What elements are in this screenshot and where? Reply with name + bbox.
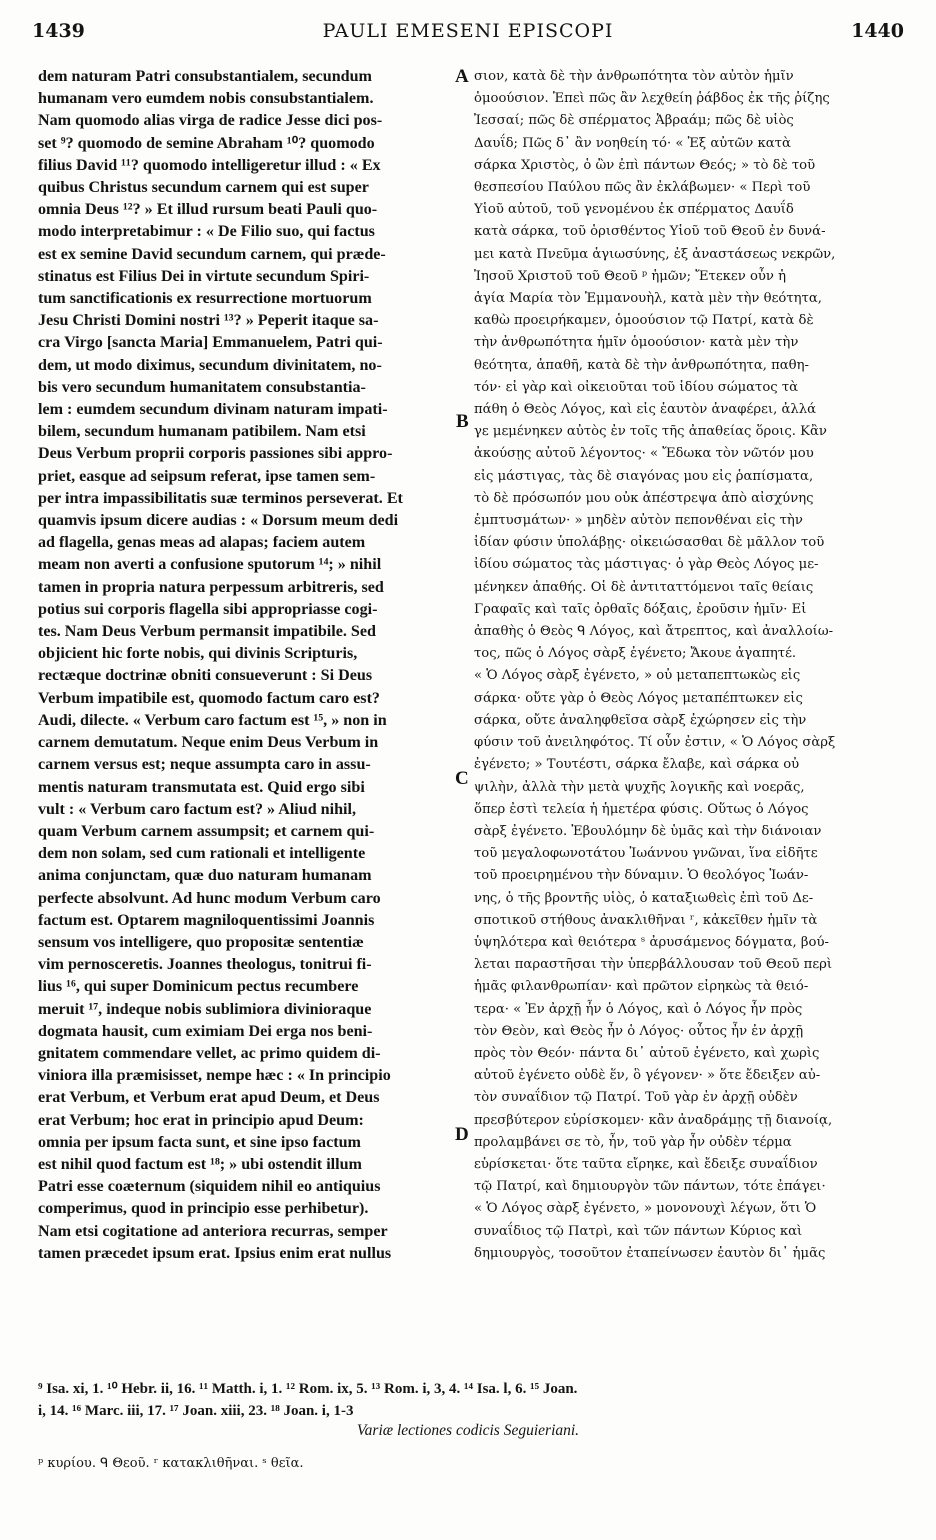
latin-text-line: factum est. Optarem magniloquentissimi Joannis xyxy=(38,911,375,929)
latin-text-line: perfecte absolvunt. Ad hunc modum Verbum caro xyxy=(38,889,381,907)
latin-text-line: erat Verbum; hoc erat in principio apud Deum: xyxy=(38,1111,364,1129)
latin-text-line: quibus Christus secundum carnem qui est super xyxy=(38,179,369,197)
latin-text-line: tes. Nam Deus Verbum permansit impatibile. Sed xyxy=(38,623,376,641)
section-marker-a: A xyxy=(455,66,469,87)
section-marker-c: C xyxy=(455,768,469,789)
latin-text-line: dem naturam Patri consubstantialem, secundum xyxy=(38,68,372,85)
greek-text-line: ἰδίαν φύσιν ὑπολάβῃς· οἰκειώσασθαι δὲ μᾶλλον τοῦ xyxy=(474,535,825,551)
latin-text-line: anima conjunctam, quæ duo naturam humanam xyxy=(38,867,372,885)
latin-text-line: quamvis ipsum dicere audias : « Dorsum meum dedi xyxy=(38,512,399,530)
latin-text-line: mentis naturam transmutata est. Quid ergo sibi xyxy=(38,778,365,796)
latin-text-line: set ⁹? quomodo de semine Abraham ¹⁰? quomodo xyxy=(38,134,375,152)
latin-text-line: meruit ¹⁷, indeque nobis sublimiora divinioraque xyxy=(38,1000,372,1018)
latin-text-line: est nihil quod factum est ¹⁸; » ubi ostendit illum xyxy=(38,1155,362,1173)
greek-text-line: πρεσβύτερον εὑρίσκομεν· κἂν ἀναδράμῃς τῇ διανοίᾳ, xyxy=(474,1112,833,1128)
greek-text-line: σιον, κατὰ δὲ τὴν ἀνθρωπότητα τὸν αὐτὸν ἡμῖν xyxy=(474,69,794,84)
greek-text-line: νης, ὁ τῆς βροντῆς υἱὸς, ὁ καταξιωθεὶς ἐπὶ τοῦ Δε- xyxy=(474,890,814,906)
footnote-line: ⁹ Isa. xi, 1. ¹⁰ Hebr. ii, 16. ¹¹ Matth. i, 1. ¹² Rom. ix, 5. ¹³ Rom. i, 3, 4. ¹⁴ Isa. l, 6. ¹⁵ Joan. xyxy=(38,1381,578,1397)
greek-text-line: Ἰησοῦ Χριστοῦ τοῦ Θεοῦ ᵖ ἡμῶν; Ἔτεκεν οὖν ἡ xyxy=(474,268,787,284)
right-page-number: 1440 xyxy=(851,20,904,42)
greek-text-line: « Ὁ Λόγος σὰρξ ἐγένετο, » μονονουχὶ λέγων, ὅτι Ὁ xyxy=(474,1201,817,1217)
greek-text-line: σὰρξ ἐγένετο. Ἐβουλόμην δὲ ὑμᾶς καὶ τὴν διάνοιαν xyxy=(474,823,822,839)
greek-text-line: τόν· εἰ γὰρ καὶ οἰκειοῦται τοῦ ἰδίου σώματος τὰ xyxy=(474,379,799,395)
latin-text-line: tamen præcedet ipsum erat. Ipsius enim erat nullus xyxy=(38,1244,392,1262)
greek-text-line: εὑρίσκεται· ὅτε ταῦτα εἴρηκε, καὶ ἔδειξε συναΐδιον xyxy=(474,1156,818,1172)
latin-text-line: quam Verbum carnem assumpsit; et carnem qui- xyxy=(38,822,375,840)
greek-text-line: σάρκα· οὔτε γὰρ ὁ Θεὸς Λόγος μεταπέπτωκεν εἰς xyxy=(474,690,803,706)
latin-text-line: omnia Deus ¹²? » Et illud rursum beati Pauli quo- xyxy=(38,201,378,219)
latin-text-line: objicient hic forte nobis, qui divinis Scripturis, xyxy=(38,645,358,663)
latin-text-line: ad flagella, genas meas ad alapas; faciem autem xyxy=(38,534,366,552)
greek-text-line: ψιλὴν, ἀλλὰ τὴν μετὰ ψυχῆς λογικῆς καὶ νοερᾶς, xyxy=(474,779,805,795)
latin-text-line: tamen in propria natura perpessum arbitreris, sed xyxy=(38,578,384,596)
footnote-line: i, 14. ¹⁶ Marc. iii, 17. ¹⁷ Joan. xiii, 23. ¹⁸ Joan. i, 1-3 xyxy=(38,1403,354,1419)
latin-text-line: bis vero secundum humanitatem consubstantia- xyxy=(38,378,366,396)
greek-text-line: λεται παραστῆσαι τὴν ὑπερβάλλουσαν τοῦ Θεοῦ περὶ xyxy=(474,957,833,973)
greek-text-line: ἐγένετο; » Τουτέστι, σάρκα ἔλαβε, καὶ σάρκα οὐ xyxy=(474,757,800,773)
greek-text-line: ἀπαθὴς ὁ Θεὸς ᑫ Λόγος, καὶ ἄτρεπτος, καὶ ἀναλλοίω- xyxy=(474,624,834,640)
greek-text-line: « Ὁ Λόγος σὰρξ ἐγένετο, » οὐ μεταπεπτωκὼς εἰς xyxy=(474,668,801,684)
latin-text-line: dem, ut modo diximus, secundum divinitatem, no- xyxy=(38,356,382,374)
latin-text-line: comperimus, quod in principio esse perhibetur). xyxy=(38,1200,369,1218)
greek-text-line: Δαυΐδ; Πῶς δ᾽ ἂν νοηθείη τό· « Ἐξ αὐτῶν κατὰ xyxy=(474,135,791,151)
variae-lectiones-title: Variæ lectiones codicis Seguieriani. xyxy=(356,1422,580,1439)
greek-text-line: πρὸς τὸν Θεόν· πάντα δι᾽ αὐτοῦ ἐγένετο, καὶ χωρὶς xyxy=(474,1045,820,1061)
latin-text-line: viniora illa præmisisset, nempe hæc : « In principio xyxy=(38,1067,391,1085)
latin-text-line: potius sui corporis flagella sibi appropriasse cogi- xyxy=(38,600,378,618)
greek-text-line: σάρκα Χριστὸς, ὁ ὢν ἐπὶ πάντων Θεός; » τὸ δὲ τοῦ xyxy=(474,157,816,173)
latin-text-line: sensum vos intelligere, quo propositæ sententiæ xyxy=(38,933,364,951)
greek-text-line: Υἱοῦ αὐτοῦ, τοῦ γενομένου ἐκ σπέρματος Δαυΐδ xyxy=(474,202,794,218)
latin-text-line: lem : eumdem secundum divinam naturam impati- xyxy=(38,401,388,419)
latin-text-line: filius David ¹¹? quomodo intelligeretur illud : « Ex xyxy=(38,156,381,174)
greek-text-line: ἡμᾶς φιλανθρωπίαν· καὶ πρῶτον εἰρηκὼς τὰ θειό- xyxy=(474,979,809,995)
greek-text-line: μένηκεν ἀπαθής. Οἱ δὲ ἀντιταττόμενοι ταῖς θείαις xyxy=(474,579,814,595)
latin-text-line: gnitatem commendare vellet, ac primo quidem di- xyxy=(38,1044,381,1062)
latin-text-line: dogmata hausit, cum eximiam Dei erga nos beni- xyxy=(38,1022,373,1040)
greek-text-line: τερα· « Ἐν ἀρχῇ ἦν ὁ Λόγος, καὶ ὁ Λόγος ἦν πρὸς xyxy=(474,1001,803,1017)
greek-text-line: ἰδίου σώματος τὰς μάστιγας· ὁ γὰρ Θεὸς Λόγος με- xyxy=(474,557,819,573)
greek-text-line: ἐμπτυσμάτων· » μηδὲν αὐτὸν πεπονθέναι εἰς τὴν xyxy=(474,513,803,529)
latin-text-line: est ex semine David secundum carnem, qui præde- xyxy=(38,245,386,263)
latin-text-line: priet, easque ad seipsum referat, ipse tamen sem- xyxy=(38,467,376,485)
greek-text-line: τος, πῶς ὁ Λόγος σὰρξ ἐγένετο; Ἄκουε ἀγαπητέ. xyxy=(474,646,797,662)
greek-text-line: τοῦ μεγαλοφωνοτάτου Ἰωάννου γνῶναι, ἵνα εἰδῆτε xyxy=(474,846,818,862)
latin-text-line: meam non averti a confusione sputorum ¹⁴; » nihil xyxy=(38,556,382,574)
latin-text-line: cra Virgo [sancta Maria] Emmanuelem, Patri qui- xyxy=(38,334,383,352)
latin-text-line: tum sanctificationis ex resurrectione mortuorum xyxy=(38,290,372,308)
greek-text-line: εἰς μάστιγας, τὰς δὲ σιαγόνας μου εἰς ῥαπίσματα, xyxy=(474,468,814,484)
latin-text-line: Deus Verbum proprii corporis passiones sibi appro- xyxy=(38,445,393,463)
greek-text-line: συναΐδιος τῷ Πατρὶ, καὶ τῶν πάντων Κύριος καὶ xyxy=(474,1223,803,1239)
greek-text-line: κατὰ σάρκα, τοῦ ὁρισθέντος Υἱοῦ τοῦ Θεοῦ ἐν δυνά- xyxy=(474,224,826,240)
latin-text-line: lius ¹⁶, qui super Dominicum pectus recumbere xyxy=(38,978,359,996)
section-marker-b: B xyxy=(456,411,469,432)
greek-text-line: τὴν ἀνθρωπότητα ἡμῖν ὁμοούσιον· κατὰ μὲν τὴν xyxy=(474,335,799,351)
latin-text-line: humanam vero eumdem nobis consubstantialem. xyxy=(38,90,374,108)
latin-text-line: carnem demutatum. Neque enim Deus Verbum in xyxy=(38,734,379,752)
greek-text-line: τοῦ προειρημένου τὴν δύναμιν. Ὁ θεολόγος Ἰωάν- xyxy=(474,868,809,884)
greek-text-line: τὸν Θεὸν, καὶ Θεὸς ἦν ὁ Λόγος· οὗτος ἦν ἐν ἀρχῇ xyxy=(474,1023,804,1039)
latin-text-line: Patri esse coæternum (siquidem nihil eo antiquius xyxy=(38,1178,381,1196)
latin-text-line: Audi, dilecte. « Verbum caro factum est ¹⁵, » non in xyxy=(38,711,387,729)
greek-text-line: ὁμοούσιον. Ἐπεὶ πῶς ἂν λεχθείη ῥάβδος ἐκ τῆς ῥίζης xyxy=(474,91,830,107)
greek-text-line: τὸ δὲ πρόσωπόν μου οὐκ ἀπέστρεψα ἀπὸ αἰσχύνης xyxy=(474,490,814,506)
latin-text-line: erat Verbum, et Verbum erat apud Deum, et Deus xyxy=(38,1089,380,1107)
latin-text-line: dem non solam, sed cum rationali et intelligente xyxy=(38,845,366,863)
running-header xyxy=(30,12,906,46)
greek-text-line: σάρκα, οὔτε ἀναληφθεῖσα σὰρξ ἐχώρησεν εἰς τὴν xyxy=(474,712,807,728)
greek-text-line: καθὼ προειρήκαμεν, ὁμοούσιον τῷ Πατρί, κατὰ δὲ xyxy=(474,313,814,329)
greek-text-line: ὅπερ ἐστὶ τελεία ἡ ἡμετέρα φύσις. Οὕτως ὁ Λόγος xyxy=(474,801,809,817)
left-page-number: 1439 xyxy=(32,20,85,42)
greek-text-line: Γραφαῖς καὶ ταῖς ὀρθαῖς δόξαις, ἐροῦσιν ἡμῖν· Εἰ xyxy=(474,601,807,617)
greek-text-line: Ἰεσσαί; πῶς δὲ σπέρματος Ἀβραάμ; πῶς δὲ υἱὸς xyxy=(474,113,794,129)
latin-text-line: omnia per ipsum facta sunt, et sine ipso factum xyxy=(38,1133,361,1151)
latin-text-line: stinatus est Filius Dei in virtute secundum Spiri- xyxy=(38,267,370,285)
greek-text-line: ἀκούσῃς αὐτοῦ λέγοντος· « Ἔδωκα τὸν νῶτόν μου xyxy=(474,446,814,462)
greek-text-line: σποτικοῦ στήθους ἀνακλιθῆναι ʳ, κἀκεῖθεν ἡμῖν τὰ xyxy=(474,912,818,928)
latin-text-line: vim pernosceretis. Joannes theologus, tonitrui fi- xyxy=(38,956,372,974)
greek-text-line: δημιουργὸς, τοσοῦτον ἐταπείνωσεν ἑαυτὸν δι᾽ ἡμᾶς xyxy=(474,1245,826,1261)
latin-text-line: Verbum impatibile est, quomodo factum caro est? xyxy=(38,689,380,707)
latin-text-line: vult : « Verbum caro factum est? » Aliud nihil, xyxy=(38,800,357,818)
latin-column xyxy=(38,66,462,1265)
greek-text-line: φύσιν τοῦ ἀνειληφότος. Τί οὖν ἐστιν, « Ὁ Λόγος σὰρξ xyxy=(474,735,836,751)
greek-text-line: προλαμβάνει σε τὸ, ἦν, τοῦ γὰρ ἦν οὐδὲν τέρμα xyxy=(474,1134,792,1150)
greek-column xyxy=(474,66,912,1265)
latin-text-line: rectæque doctrinæ obniti consueverunt : Si Deus xyxy=(38,667,373,685)
latin-text-line: per intra impassibilitatis suæ terminos perseverat. Et xyxy=(38,489,403,507)
latin-text-line: modo interpretabimur : « De Filio suo, qui factus xyxy=(38,223,375,241)
latin-text-line: carnem versus est; neque assumpta caro in assu- xyxy=(38,756,371,774)
latin-text-line: Nam etsi cogitatione ad anteriora recurras, semper xyxy=(38,1222,388,1240)
greek-text-line: αὐτοῦ ἐγένετο οὐδὲ ἕν, ὃ γέγονεν· » ὅτε ἔδειξεν αὐ- xyxy=(474,1068,821,1084)
footnotes xyxy=(38,1378,906,1422)
greek-text-line: θεσπεσίου Παύλου πῶς ἂν ἐκλάβωμεν· « Περὶ τοῦ xyxy=(474,180,811,196)
variae-lectiones: ᵖ κυρίου. ᑫ Θεοῦ. ʳ κατακλιθῆναι. ˢ θεῖα. xyxy=(38,1456,304,1471)
greek-text-line: ὑψηλότερα καὶ θειότερα ˢ ἀρυσάμενος δόγματα, βού- xyxy=(474,934,829,950)
greek-text-line: τῷ Πατρί, καὶ δημιουργὸν τῶν πάντων, τότε ἐπάγει· xyxy=(474,1179,826,1195)
greek-text-line: ἁγία Μαρία τὸν Ἐμμανουὴλ, κατὰ μὲν τὴν θεότητα, xyxy=(474,291,822,307)
greek-text-line: μει κατὰ Πνεῦμα ἁγιωσύνης, ἐξ ἀναστάσεως νεκρῶν, xyxy=(474,246,836,262)
running-title: PAULI EMESENI EPISCOPI xyxy=(322,20,614,42)
latin-text-line: Nam quomodo alias virga de radice Jesse dici pos- xyxy=(38,112,383,130)
greek-text-line: πάθη ὁ Θεὸς Λόγος, καὶ εἰς ἑαυτὸν ἀναφέρει, ἀλλά xyxy=(474,402,817,418)
latin-text-line: bilem, secundum humanam patibilem. Nam etsi xyxy=(38,423,366,441)
section-marker-d: D xyxy=(455,1124,469,1145)
greek-text-line: τὸν συναΐδιον τῷ Πατρί. Τοῦ γὰρ ἐν ἀρχῇ οὐδὲν xyxy=(474,1090,798,1106)
greek-text-line: θεότητα, ἀπαθῆ, κατὰ δὲ τὴν ἀνθρωπότητα, παθη- xyxy=(474,357,809,373)
greek-text-line: γε μεμένηκεν αὐτὸς ἐν τοῖς τῆς ἀπαθείας ὅροις. Κἂν xyxy=(474,424,827,440)
latin-text-line: Jesu Christi Domini nostri ¹³? » Peperit itaque sa- xyxy=(38,312,379,330)
